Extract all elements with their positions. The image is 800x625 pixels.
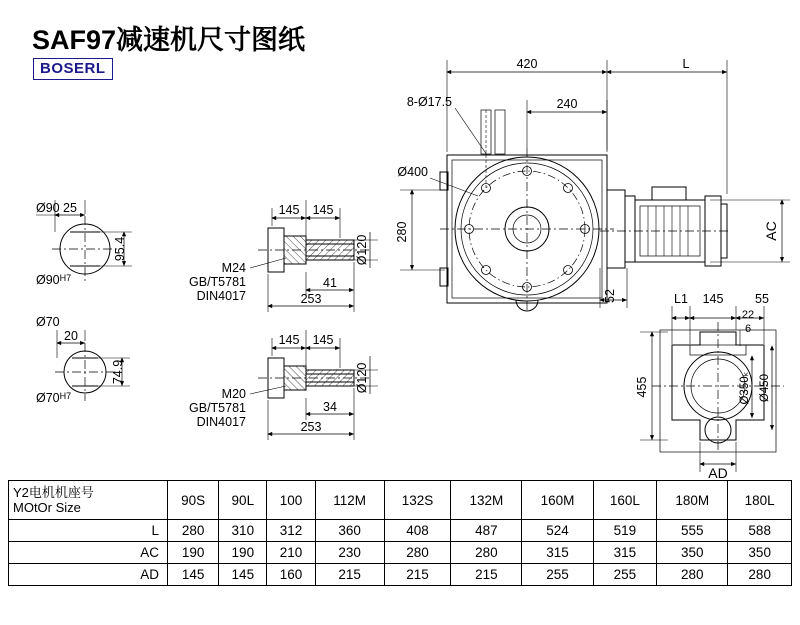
- column-header: 100: [267, 481, 315, 520]
- label-m20: M20: [221, 387, 246, 401]
- label-d70: Ø70: [36, 315, 60, 329]
- table-cell: 280: [384, 542, 451, 564]
- table-cell: 210: [267, 542, 315, 564]
- column-header: 112M: [315, 481, 384, 520]
- table-row: [9, 520, 792, 542]
- label-253-a: 253: [300, 292, 322, 306]
- table-cell: 487: [451, 520, 522, 542]
- label-L: L: [682, 57, 690, 71]
- brand-badge: BOSERL: [33, 58, 113, 80]
- table-cell: 280: [657, 564, 728, 586]
- table-cell: 255: [593, 564, 657, 586]
- corner-line-2: MOtOr Size: [13, 500, 81, 515]
- label-d70h7: $Ø70^{H7}$: [36, 391, 72, 405]
- table-cell: 280: [728, 564, 792, 586]
- table-cell: 555: [657, 520, 728, 542]
- label-6: 6: [744, 323, 752, 335]
- label-d350: Ø350ₖ: [739, 371, 751, 405]
- label-L1: L1: [674, 292, 688, 306]
- label-d90h7: $Ø90^{H7}$: [36, 273, 72, 287]
- label-280: 280: [395, 221, 409, 243]
- spec-table-container: [8, 480, 792, 586]
- label-d120-a: Ø120: [355, 234, 369, 266]
- table-cell: 310: [219, 520, 267, 542]
- table-cell: 408: [384, 520, 451, 542]
- label-95-4: 95.4: [113, 236, 127, 262]
- label-d450: Ø450: [759, 373, 771, 403]
- row-label: AD: [9, 564, 168, 586]
- table-cell: 280: [168, 520, 219, 542]
- label-74-9: 74.9: [111, 359, 125, 385]
- label-8xd175: 8-Ø17.5: [406, 95, 452, 109]
- label-22: 22: [741, 309, 755, 321]
- label-25: 25: [63, 201, 77, 215]
- label-AC: AC: [763, 221, 779, 241]
- label-din-b: DIN4017: [196, 415, 246, 429]
- table-cell: 280: [451, 542, 522, 564]
- row-label: L: [9, 520, 168, 542]
- label-m24: M24: [221, 261, 246, 275]
- table-cell: 255: [522, 564, 593, 586]
- label-145-d: 145: [312, 333, 334, 347]
- table-cell: 215: [315, 564, 384, 586]
- column-header: 132M: [451, 481, 522, 520]
- table-cell: 315: [593, 542, 657, 564]
- label-41: 41: [323, 276, 337, 290]
- page-title: SAF97减速机尺寸图纸: [32, 25, 306, 55]
- label-145-c: 145: [278, 333, 300, 347]
- table-cell: 215: [451, 564, 522, 586]
- label-34: 34: [323, 400, 337, 414]
- row-label: AC: [9, 542, 168, 564]
- table-cell: 160: [267, 564, 315, 586]
- column-header: 180M: [657, 481, 728, 520]
- label-din-a: DIN4017: [196, 289, 246, 303]
- table-cell: 588: [728, 520, 792, 542]
- table-corner-cell: [9, 481, 168, 520]
- column-header: 90L: [219, 481, 267, 520]
- label-d120-b: Ø120: [355, 362, 369, 394]
- label-d400: Ø400: [397, 165, 428, 179]
- table-header-row: [9, 481, 792, 520]
- table-row: [9, 564, 792, 586]
- column-header: 90S: [168, 481, 219, 520]
- label-455: 455: [635, 376, 649, 398]
- label-d90: Ø90: [36, 201, 60, 215]
- label-253-b: 253: [300, 420, 322, 434]
- label-gb-b: GB/T5781: [189, 401, 246, 415]
- column-header: 160M: [522, 481, 593, 520]
- table-cell: 524: [522, 520, 593, 542]
- spec-table: [8, 480, 792, 586]
- label-420: 420: [516, 57, 538, 71]
- table-cell: 215: [384, 564, 451, 586]
- table-cell: 190: [168, 542, 219, 564]
- label-52: 52: [603, 289, 617, 303]
- column-header: 180L: [728, 481, 792, 520]
- corner-line-1: Y2电机机座号: [13, 485, 94, 500]
- label-145-b: 145: [312, 203, 334, 217]
- label-240: 240: [556, 97, 578, 111]
- label-gb-a: GB/T5781: [189, 275, 246, 289]
- label-145-a: 145: [278, 203, 300, 217]
- table-cell: 315: [522, 542, 593, 564]
- table-cell: 145: [219, 564, 267, 586]
- table-cell: 190: [219, 542, 267, 564]
- label-AD: AD: [708, 465, 728, 480]
- table-cell: 312: [267, 520, 315, 542]
- column-header: 160L: [593, 481, 657, 520]
- table-cell: 350: [657, 542, 728, 564]
- label-55: 55: [755, 292, 769, 306]
- table-cell: 519: [593, 520, 657, 542]
- table-cell: 360: [315, 520, 384, 542]
- table-row: [9, 542, 792, 564]
- table-cell: 230: [315, 542, 384, 564]
- table-cell: 350: [728, 542, 792, 564]
- label-145-right: 145: [702, 292, 724, 306]
- label-20: 20: [64, 329, 78, 343]
- column-header: 132S: [384, 481, 451, 520]
- table-cell: 145: [168, 564, 219, 586]
